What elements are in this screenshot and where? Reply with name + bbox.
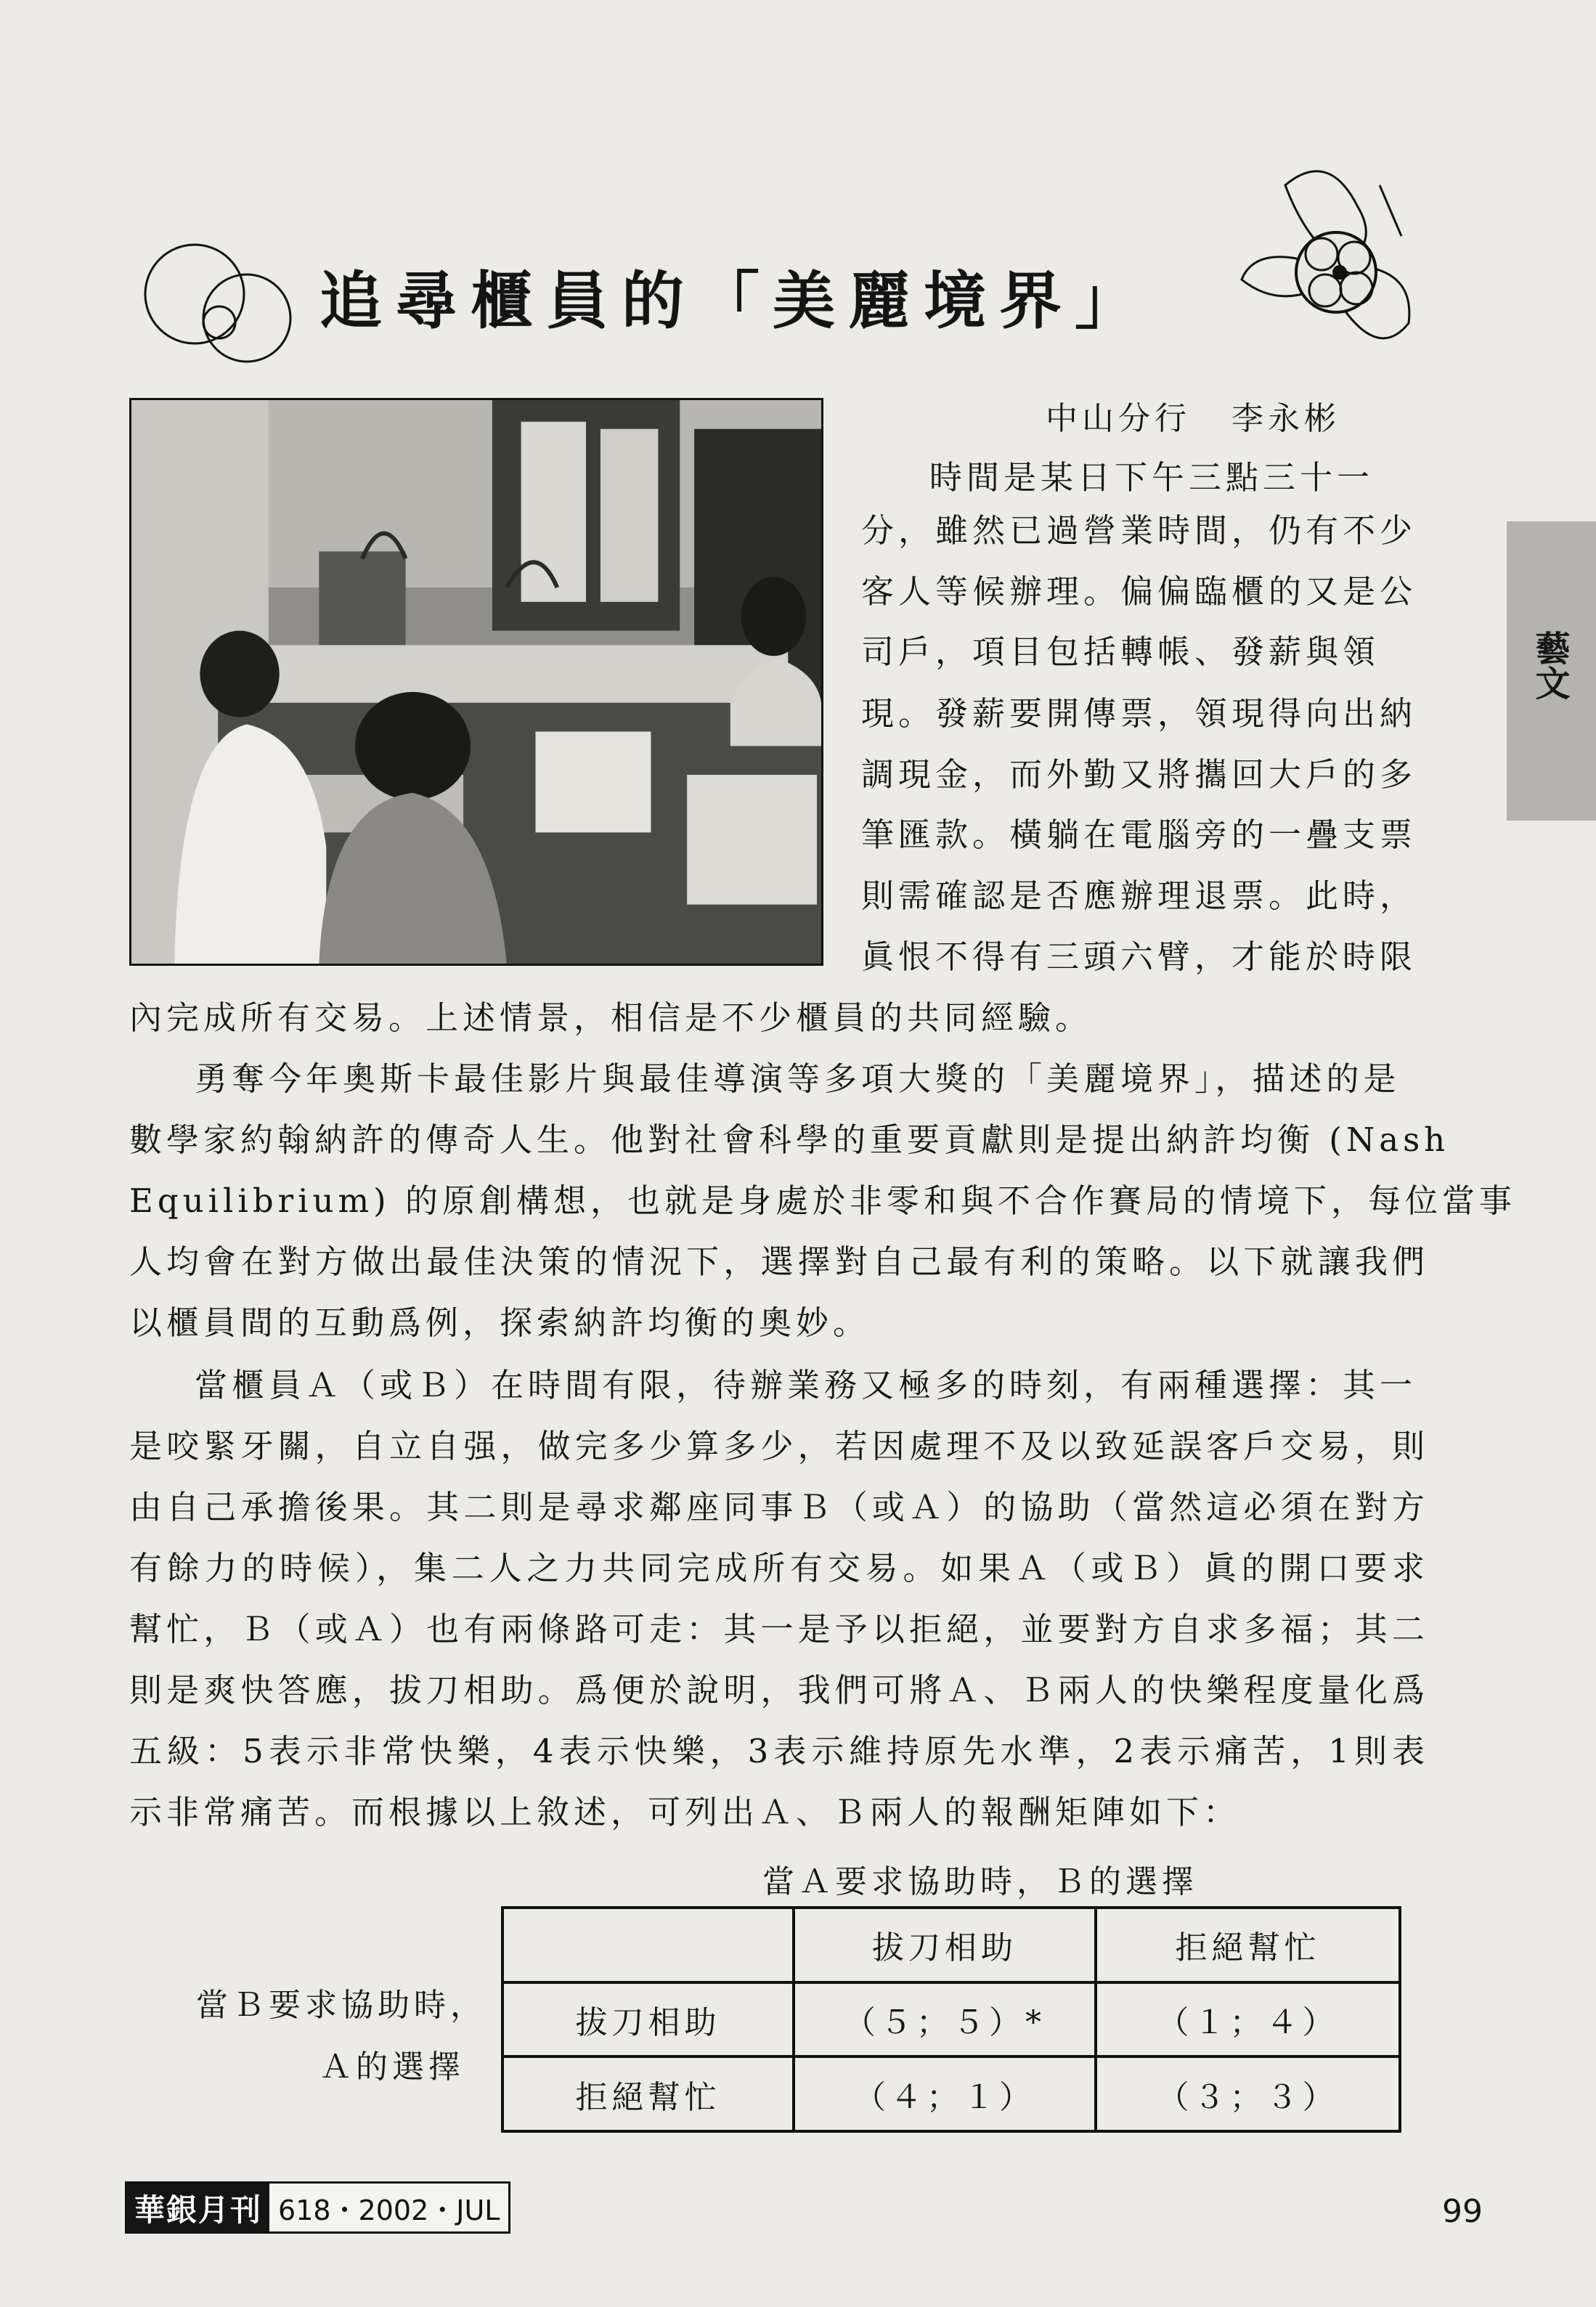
- teller-counter-photo: [129, 398, 823, 966]
- table-col-header: 拔刀相助: [794, 1908, 1096, 1982]
- paragraph3-line: 當櫃員Ａ（或Ｂ）在時間有限，待辦業務又極多的時刻，有兩種選擇：其一: [195, 1366, 1417, 1404]
- paragraph1-line: 司戶，項目包括轉帳、發薪與領: [861, 632, 1380, 671]
- table-row-header: 拒絕幫忙: [502, 2056, 794, 2131]
- paragraph3-line: 由自己承擔後果。其二則是尋求鄰座同事Ｂ（或Ａ）的協助（當然這必須在對方: [129, 1488, 1429, 1526]
- section-tab: [1507, 521, 1596, 821]
- paragraph3-line: 是咬緊牙關，自立自强，做完多少算多少，若因處理不及以致延誤客戶交易，則: [129, 1427, 1429, 1465]
- paragraph2-line: 數學家約翰納許的傳奇人生。他對社會科學的重要貢獻則是提出納許均衡 (Nash: [129, 1120, 1450, 1159]
- table-cell: （５；５）*: [794, 1982, 1096, 2057]
- section-tab-label: 藝文: [1529, 630, 1570, 700]
- author-line: [1046, 392, 1340, 439]
- paragraph1-line: 則需確認是否應辦理退票。此時，: [861, 876, 1417, 915]
- paragraph1-line: 調現金，而外勤又將攜回大戶的多: [861, 755, 1417, 794]
- paragraph3-line: 五級：5表示非常快樂，4表示快樂，3表示維持原先水準，2表示痛苦，1則表: [129, 1732, 1429, 1770]
- paragraph2-line: Equilibrium) 的原創構想，也就是身處於非零和與不合作賽局的情境下，每位當事: [129, 1181, 1517, 1220]
- paragraph1-line: 筆匯款。橫躺在電腦旁的一疊支票: [861, 815, 1417, 854]
- paragraph1-line: 眞恨不得有三頭六臂，才能於時限: [861, 937, 1417, 976]
- table-row-caption-line1: 當Ｂ要求協助時，: [196, 1987, 486, 2024]
- table-row-header: 拔刀相助: [502, 1982, 794, 2057]
- article-title: 追尋櫃員的「美麗境界」: [319, 264, 1150, 338]
- payoff-matrix-table: [501, 1906, 1401, 2133]
- table-corner-cell: [502, 1908, 794, 1982]
- table-row: [502, 1982, 1400, 2057]
- paragraph2-line: 人均會在對方做出最佳決策的情況下，選擇對自己最有利的策略。以下就讓我們: [129, 1242, 1429, 1281]
- paragraph3-line: 則是爽快答應，拔刀相助。爲便於說明，我們可將Ａ、Ｂ兩人的快樂程度量化爲: [129, 1671, 1429, 1709]
- table-cell: （４；１）: [794, 2056, 1096, 2131]
- paragraph3-line: 有餘力的時候），集二人之力共同完成所有交易。如果Ａ（或Ｂ）眞的開口要求: [129, 1549, 1429, 1587]
- flower-illustration-icon: [1234, 156, 1423, 367]
- page-number: 99: [1442, 2193, 1483, 2230]
- paragraph1-line: 時間是某日下午三點三十一: [929, 458, 1375, 497]
- table-column-caption: 當Ａ要求協助時，Ｂ的選擇: [762, 1863, 1198, 1900]
- paragraph1-line: 現。發薪要開傳票，領現得向出納: [861, 694, 1417, 733]
- table-cell: （１；４）: [1096, 1982, 1400, 2057]
- table-row: [502, 2056, 1400, 2131]
- issue-info: 618・2002・JUL: [269, 2184, 508, 2231]
- table-cell: （３；３）: [1096, 2056, 1400, 2131]
- paragraph1-line: 客人等候辦理。偏偏臨櫃的又是公: [861, 572, 1417, 611]
- table-col-header: 拒絕幫忙: [1096, 1908, 1400, 1982]
- author-branch: 中山分行: [1046, 400, 1191, 437]
- table-row-caption-line2: Ａ的選擇: [319, 2048, 465, 2086]
- paragraph2-line: 以櫃員間的互動爲例，探索納許均衡的奧妙。: [129, 1303, 871, 1342]
- paragraph1-tail: 內完成所有交易。上述情景，相信是不少櫃員的共同經驗。: [129, 998, 1093, 1037]
- table-header-row: [502, 1908, 1400, 1982]
- paragraph3-line: 示非常痛苦。而根據以上敘述，可列出Ａ、Ｂ兩人的報酬矩陣如下：: [129, 1793, 1241, 1831]
- decorative-circles-icon: [131, 232, 305, 370]
- author-name: 李永彬: [1231, 400, 1340, 437]
- paragraph3-line: 幫忙，Ｂ（或Ａ）也有兩條路可走：其一是予以拒絕，並要對方自求多福；其二: [129, 1610, 1429, 1648]
- paragraph2-line: 勇奪今年奧斯卡最佳影片與最佳導演等多項大獎的「美麗境界」，描述的是: [195, 1059, 1401, 1098]
- magazine-name: 華銀月刊: [127, 2184, 269, 2231]
- magazine-footer-badge: [125, 2181, 510, 2234]
- paragraph1-line: 分，雖然已過營業時間，仍有不少: [861, 511, 1417, 550]
